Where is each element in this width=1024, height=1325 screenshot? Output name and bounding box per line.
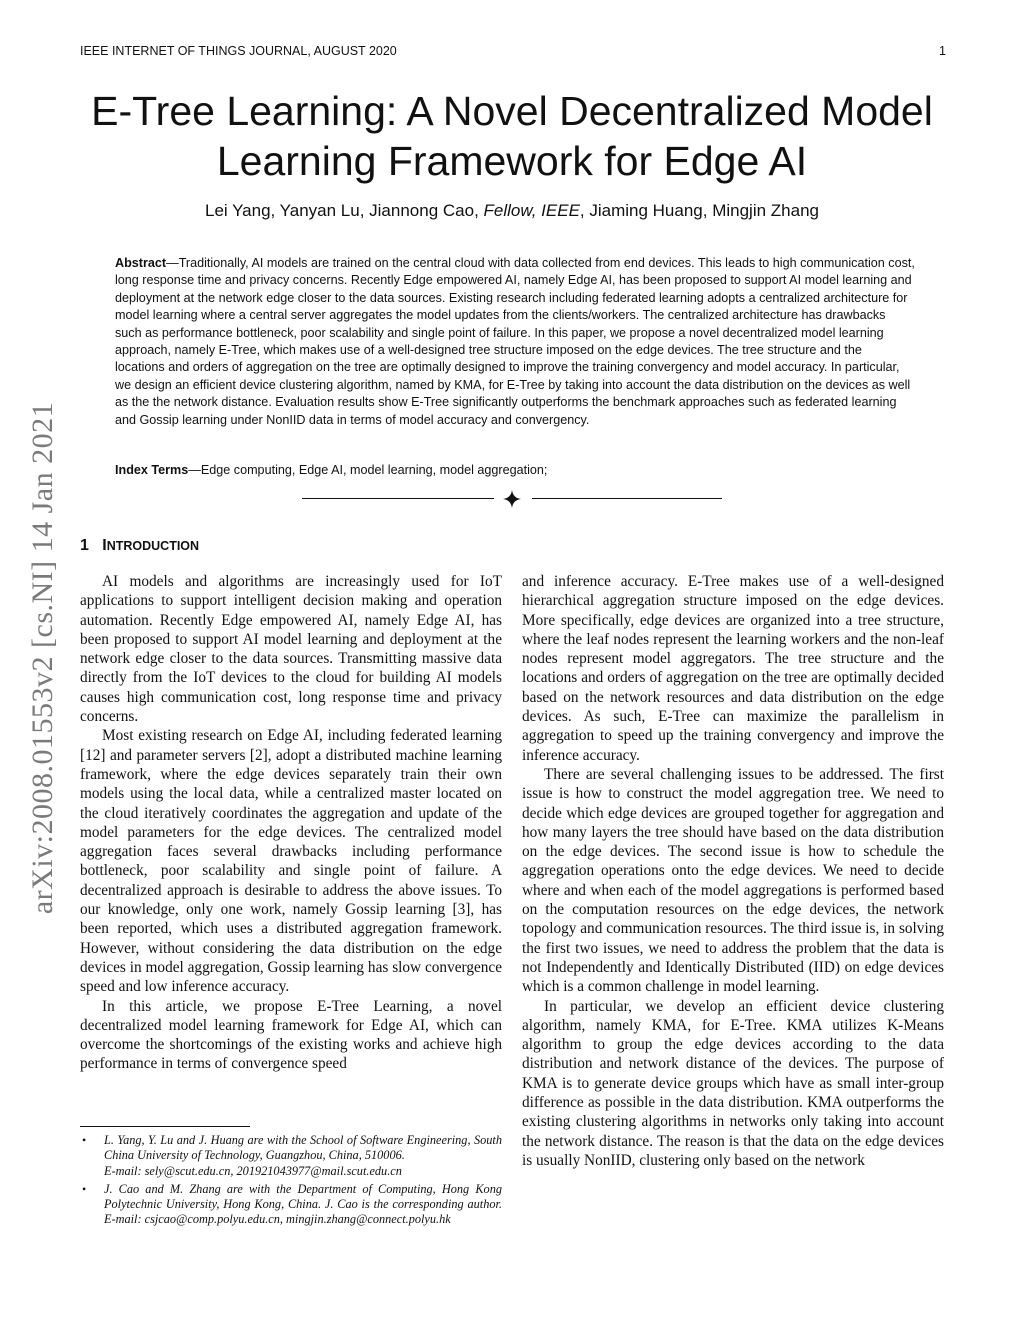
fellow-ieee: Fellow, IEEE	[483, 201, 580, 220]
arxiv-id: arXiv:2008.01553v2 [cs.NI] 14 Jan 2021	[26, 401, 59, 914]
author-list	[60, 201, 964, 221]
bullet-icon: •	[82, 1181, 87, 1196]
divider-rule-left	[302, 498, 494, 499]
bullet-icon: •	[82, 1133, 87, 1147]
footnote-affiliation-2	[80, 1182, 502, 1228]
authors-part-1: Lei Yang, Yanyan Lu, Jiannong Cao,	[205, 201, 484, 220]
page-number: 1	[939, 44, 946, 58]
index-terms-text: —Edge computing, Edge AI, model learning, model aggregation;	[188, 463, 548, 477]
journal-name: IEEE INTERNET OF THINGS JOURNAL, AUGUST 2020	[80, 44, 397, 58]
title-line-1: E-Tree Learning: A Novel Decentralized Model	[91, 88, 933, 134]
title-line-2: Learning Framework for Edge AI	[216, 138, 808, 184]
paragraph: In this article, we propose E-Tree Learning, a novel decentralized model learning framework for Edge AI, which can overcome the shortcomings of the existing works and achieve high performance in terms of convergence speed	[80, 997, 502, 1073]
paragraph: In particular, we develop an efficient device clustering algorithm, namely KMA, for E-Tree. KMA utilizes K-Means algorithm to group the edge devices according to the data distribution and network distance of the devices. The purpose of KMA is to generate device groups which have as small inter-group difference as possible in the data distribution. KMA outperforms the existing clustering algorithms in networks only taking into account the network distance. The reason is that the data on the edge devices is usually NonIID, clustering only based on the network	[522, 997, 944, 1169]
authors-part-2: , Jiaming Huang, Mingjin Zhang	[579, 201, 819, 220]
arxiv-stamp	[22, 370, 64, 945]
footnotes	[80, 1133, 502, 1231]
section-number: 1	[80, 537, 89, 554]
paragraph: There are several challenging issues to be addressed. The first issue is how to construct the model aggregation tree. We need to decide which edge devices are grouped together for aggregation and how many layers the tree should have based on the data distribution on the edge devices. The second issue is how to schedule the aggregation operations onto the edge devices. We need to decide where and when each of the model aggregations is performed based on the computation resources on the edge devices, the network topology and communication resources. The third issue is, in solving the first two issues, we need to address the problem that the data is not Independently and Identically Distributed (IID) on edge devices which is a common challenge in model learning.	[522, 765, 944, 996]
footnote-email: E-mail: sely@scut.edu.cn, 201921043977@mail.scut.edu.cn	[104, 1163, 402, 1178]
abstract	[115, 255, 915, 429]
paragraph: AI models and algorithms are increasingly used for IoT applications to support intelligent decision making and operation automation. Recently Edge empowered AI, namely Edge AI, has been proposed to support AI model learning and deployment at the network edge closer to the data sources. Transmitting massive data directly from the IoT devices to the cloud for building AI models causes high communication cost, long response time and privacy concerns.	[80, 573, 502, 726]
paragraph: and inference accuracy. E-Tree makes use of a well-designed hierarchical aggregation structure imposed on the edge devices. More specifically, edge devices are organized into a tree structure, where the leaf nodes represent the learning workers and the non-leaf nodes represent model aggregators. The tree structure and the locations and orders of aggregation on the tree are optimally decided based on the network resources and data distribution on the edge devices. As such, E-Tree can maximize the parallelism in aggregation to speed up the training convergency and improve the inference accuracy.	[522, 573, 944, 764]
section-divider	[300, 488, 724, 510]
section-title-initial: I	[102, 537, 107, 554]
index-terms	[115, 463, 915, 477]
footnote-affiliation-1	[80, 1133, 502, 1179]
index-terms-label: Index Terms	[115, 463, 189, 477]
left-column	[80, 572, 502, 1074]
footnote-text: L. Yang, Y. Lu and J. Huang are with the School of Software Engineering, South China University of Technology, Guangzhou, China, 510006.	[104, 1133, 502, 1163]
diamond-ornament-icon	[503, 490, 521, 508]
paper-title	[60, 86, 964, 186]
divider-rule-right	[532, 498, 722, 499]
footnote-rule	[80, 1126, 250, 1127]
footnote-text: J. Cao and M. Zhang are with the Department of Computing, Hong Kong Polytechnic University, Hong Kong, China. J. Cao is the corresponding author. E-mail: csjcao@comp.polyu.edu.cn, mingjin.zhang@connect.polyu.hk	[104, 1181, 502, 1227]
abstract-text: —Traditionally, AI models are trained on the central cloud with data collected from end devices. This leads to high communication cost, long response time and privacy concerns. Recently Edge empowered AI, namely Edge AI, has been proposed to support AI model learning and deployment at the network edge closer to the data sources. Existing research including federated learning adopts a centralized architecture for model learning where a central server aggregates the model updates from the clients/workers. The centralized architecture has drawbacks such as performance bottleneck, poor scalability and single point of failure. In this paper, we propose a novel decentralized model learning approach, namely E-Tree, which makes use of a well-designed tree structure imposed on the edge devices. The tree structure and the locations and orders of aggregation on the tree are optimally designed to improve the training convergency and model accuracy. In particular, we design an efficient device clustering algorithm, named by KMA, for E-Tree by taking into account the data distribution on the devices as well as the the network distance. Evaluation results show E-Tree significantly outperforms the benchmark approaches such as federated learning and Gossip learning under NonIID data in terms of model accuracy and convergency.	[115, 256, 915, 427]
running-head	[80, 44, 946, 62]
section-title-rest: NTRODUCTION	[106, 539, 200, 553]
right-column	[522, 572, 944, 1170]
abstract-label: Abstract	[115, 256, 167, 270]
section-heading	[80, 537, 199, 555]
paragraph: Most existing research on Edge AI, including federated learning [12] and parameter servers [2], adopt a distributed machine learning framework, where the edge devices separately train their own models using the local data, while a centralized master located on the cloud iteratively coordinates the aggregation and update of the model parameters for the edge devices. The centralized model aggregation faces several drawbacks including performance bottleneck, poor scalability and single point of failure. A decentralized approach is desirable to address the above issues. To our knowledge, only one work, namely Gossip learning [3], has been reported, which uses a distributed aggregation framework. However, without considering the data distribution on the edge devices in model aggregation, Gossip learning has slow convergence speed and low inference accuracy.	[80, 727, 502, 996]
